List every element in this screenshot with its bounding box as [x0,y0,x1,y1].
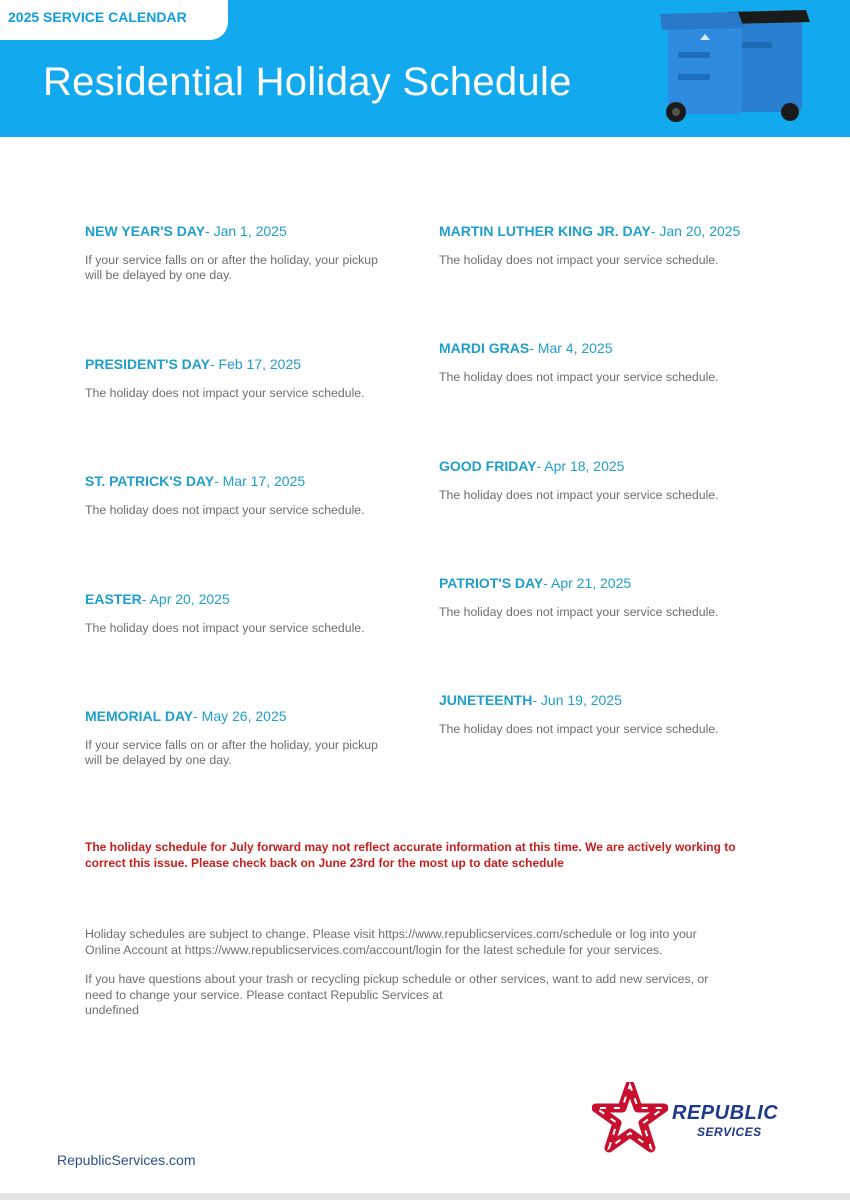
trash-bins-image [650,2,820,124]
holiday-heading: MARDI GRAS- Mar 4, 2025 [439,340,613,356]
holiday-description: The holiday does not impact your service schedule. [85,503,365,517]
holiday-item [85,355,415,401]
holiday-heading: ST. PATRICK'S DAY- Mar 17, 2025 [85,473,306,489]
holiday-description: The holiday does not impact your service schedule. [85,621,365,635]
logo-text-republic: REPUBLIC [672,1102,779,1124]
holiday-heading: NEW YEAR'S DAY- Jan 1, 2025 [85,223,287,239]
schedule-warning: The holiday schedule for July forward may not reflect accurate information at this time. We are actively working to correct this issue. Please check back on June 23rd for the most up to date schedule [85,840,736,870]
holiday-item [85,590,415,636]
holiday-description: The holiday does not impact your service schedule. [439,370,719,384]
republic-star-logo-icon [592,1082,668,1154]
holiday-item [439,222,769,268]
holiday-description: If your service falls on or after the holiday, your pickup will be delayed by one day. [85,253,378,282]
holiday-heading: PATRIOT'S DAY- Apr 21, 2025 [439,575,632,591]
holiday-description: The holiday does not impact your service schedule. [439,722,719,736]
republic-services-logo [592,1082,807,1154]
page-title: Residential Holiday Schedule [43,60,572,104]
holiday-item [439,457,769,503]
logo-text-services: SERVICES [697,1125,762,1139]
holiday-heading: MEMORIAL DAY- May 26, 2025 [85,708,287,724]
schedule-change-notice: Holiday schedules are subject to change. Please visit https://www.republicservices.com/schedule or log into your Online Account at https://www.republicservices.com/account/login for the latest schedule for your services. [85,927,697,957]
calendar-tab-label: 2025 SERVICE CALENDAR [8,9,187,25]
holiday-item [439,691,769,737]
bottom-divider [0,1193,850,1200]
holiday-description: The holiday does not impact your service schedule. [439,605,719,619]
holiday-item [85,472,415,518]
holiday-description: If your service falls on or after the holiday, your pickup will be delayed by one day. [85,738,378,767]
contact-notice: If you have questions about your trash or recycling pickup schedule or other services, want to add new services, or need to change your service. Please contact Republic Services at undefined [85,972,709,1017]
holiday-item [85,707,415,768]
holiday-item [439,574,769,620]
footer-website: RepublicServices.com [57,1152,196,1168]
holiday-description: The holiday does not impact your service schedule. [85,386,365,400]
header-banner [0,0,850,137]
holiday-heading: GOOD FRIDAY- Apr 18, 2025 [439,458,625,474]
holiday-description: The holiday does not impact your service schedule. [439,253,719,267]
calendar-tab [0,0,228,40]
holiday-heading: MARTIN LUTHER KING JR. DAY- Jan 20, 2025 [439,223,741,239]
holiday-item [85,222,415,283]
holiday-description: The holiday does not impact your service schedule. [439,488,719,502]
holiday-heading: PRESIDENT'S DAY- Feb 17, 2025 [85,356,302,372]
holiday-item [439,339,769,385]
holiday-heading: JUNETEENTH- Jun 19, 2025 [439,692,622,708]
holiday-heading: EASTER- Apr 20, 2025 [85,591,230,607]
